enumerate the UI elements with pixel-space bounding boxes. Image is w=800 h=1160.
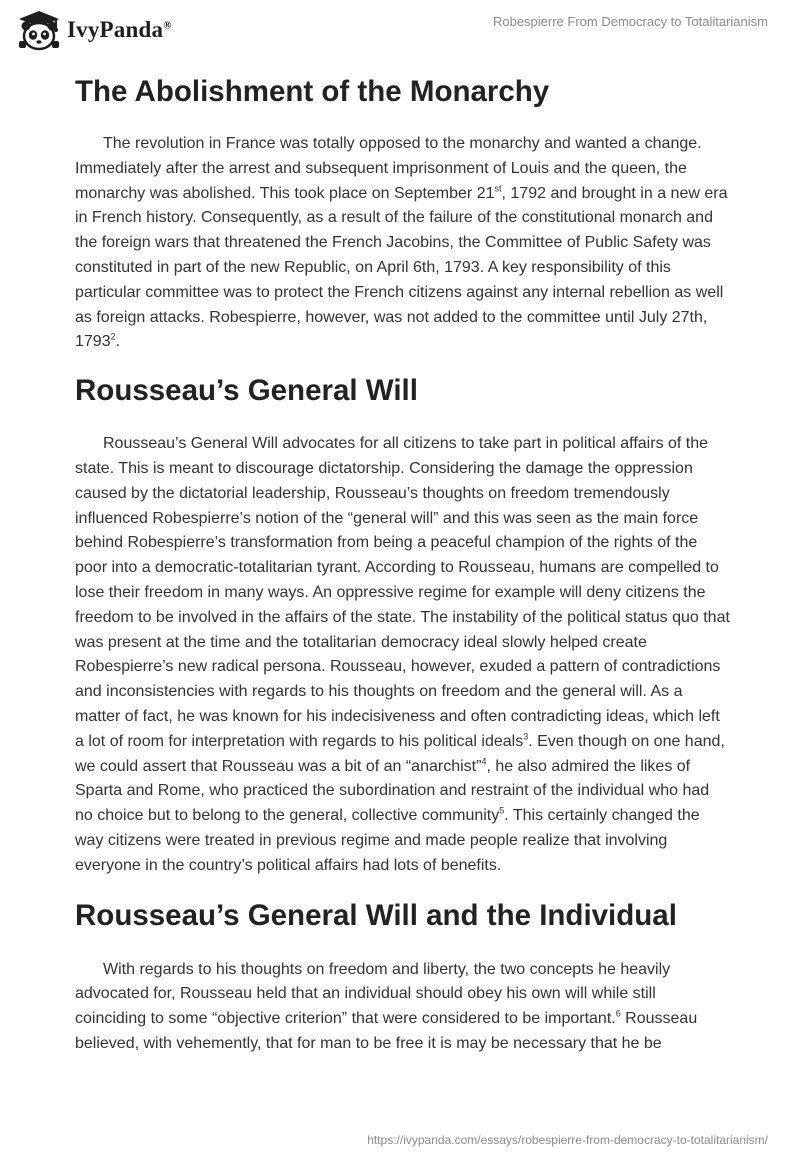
heading-abolishment-of-monarchy: The Abolishment of the Monarchy [75, 75, 550, 108]
heading-general-will-individual: Rousseau’s General Will and the Individual [75, 898, 677, 932]
footnote-ref-5: 5 [499, 805, 505, 816]
paragraph-individual: With regards to his thoughts on freedom and liberty, the two concepts he heavily advocated for, Rousseau held that an individual should obey his own will while still coinciding to some “objective criterion” that were considered to be important.$^6$ Rousseau believed, with vehemently, that for man to be free it is may be necessary that he be [75, 960, 698, 1052]
ivypanda-logo[interactable] [15, 9, 172, 51]
source-url-link[interactable]: https://ivypanda.com/essays/robespierre-from-democracy-to-totalitarianism/ [367, 1133, 768, 1147]
logo-text: IvyPanda® [67, 17, 172, 42]
footnote-ref-4: 4 [481, 756, 487, 767]
registered-mark: ® [163, 19, 172, 32]
essay-content [75, 72, 730, 1057]
paragraph-monarchy: The revolution in France was totally opposed to the monarchy and wanted a change. Immediately after the arrest and subsequent imprisonment of Louis and the queen, the monarchy was abolished. This took place on September 21st, 1792 and brought in a new era in French history. Consequently, as a result of the failure of the constitutional monarch and the foreign wars that threatened the French Jacobins, the Committee of Public Safety was constituted in part of the new Republic, on April 6th, 1793. A key responsibility of this particular committee was to protect the French citizens against any internal rebellion as well as foreign attacks. Robespierre, however, was not added to the committee until July 27th, 1793$^2$. [75, 135, 728, 351]
document-title: Robespierre From Democracy to Totalitarianism [492, 14, 768, 29]
footnote-ref-6: 6 [615, 1008, 621, 1019]
page-header [0, 0, 800, 58]
heading-general-will: Rousseau’s General Will [75, 374, 418, 408]
paragraph-general-will: Rousseau’s General Will advocates for all citizens to take part in political affairs of the state. This is meant to discourage dictatorship. Considering the damage the oppression caused by the dictatorial leadership, Rousseau’s thoughts on freedom tremendously influenced Robespierre’s notion of the “general will” and this was seen as the main force behind Robespierre’s transformation from being a peaceful champion of the rights of the poor into a democratic-totalitarian tyrant. According to Rousseau, humans are compelled to lose their freedom in many ways. An oppressive regime for example will deny citizens the freedom to be involved in the affairs of the state. The instability of the political status quo that was present at the time and the totalitarian democracy ideal slowly helped create Robespierre’s new radical persona. Rousseau, however, exuded a pattern of contradictions and inconsistencies with regards to his thoughts on freedom and the general will. As a matter of fact, he was known for his indecisiveness and often contradicting ideas, which left a lot of room for interpretation with regards to his political ideals$^3$. Even though on one hand, we could assert that Rousseau was a bit of an “anarchist”$^4$, he also admired the likes of Sparta and Rome, who practiced the subordination and restraint of the individual who had no choice but to belong to the general, collective community$^5$. This certainly changed the way citizens were treated in previous regime and made people realize that involving everyone in the country’s political affairs had lots of benefits. [75, 435, 730, 874]
footnote-ref-3: 3 [523, 731, 529, 742]
ordinal-suffix: st [494, 183, 502, 194]
footnote-ref-2: 2 [110, 332, 116, 343]
panda-graduate-icon [15, 9, 63, 51]
